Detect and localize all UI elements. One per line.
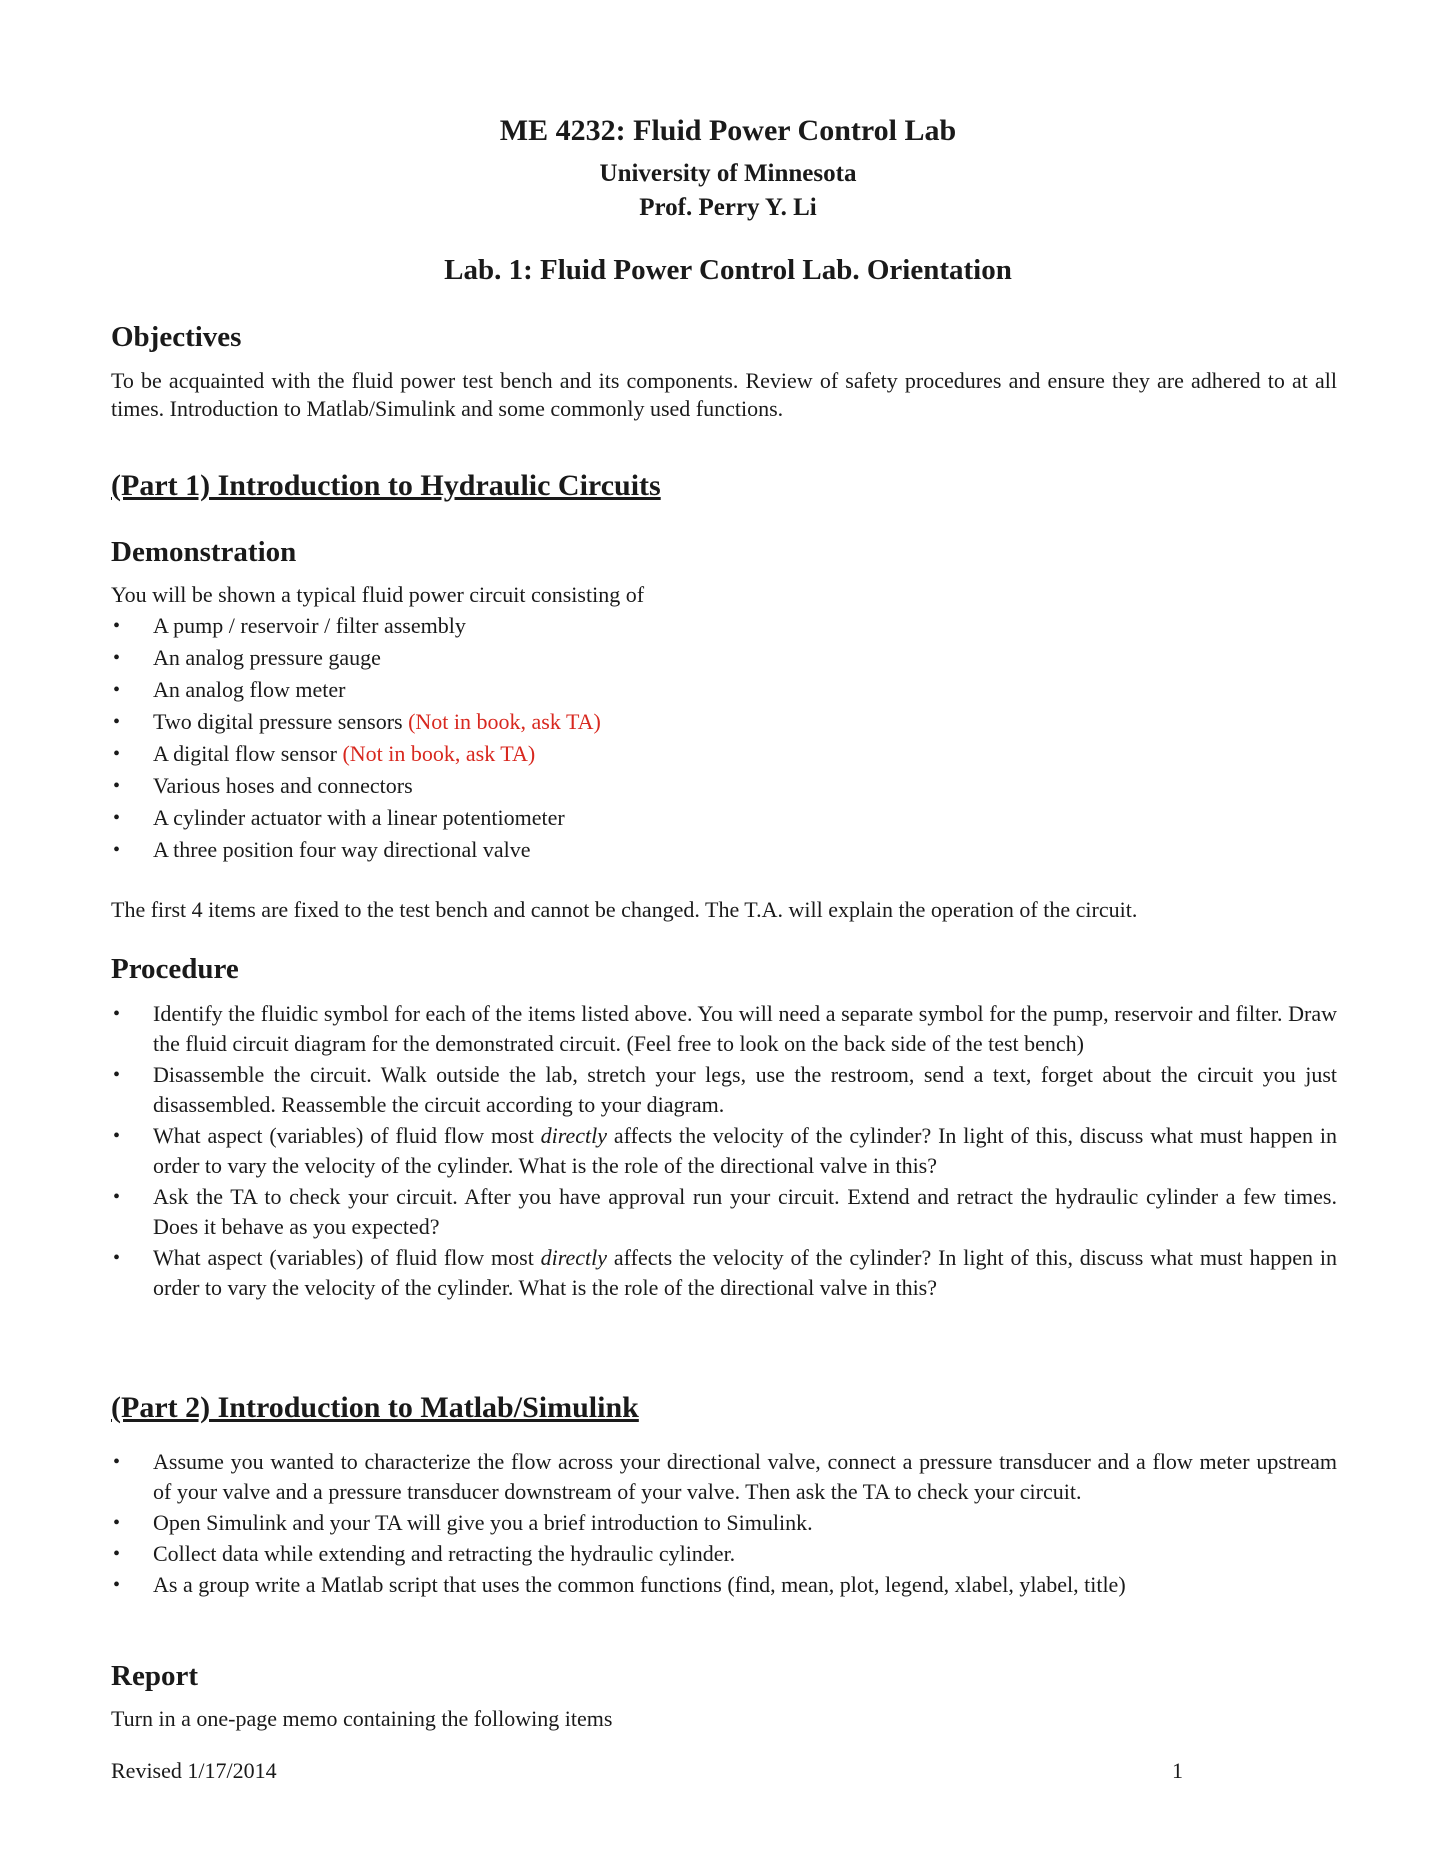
item-text: Assume you wanted to characterize the flow across your directional valve, connect a pressure transducer and a flow meter upstream of your valve and a pressure transducer downstream of your valve. Then ask the TA to check your circuit.	[153, 1449, 1337, 1504]
list-item	[111, 1570, 1337, 1600]
bullet-icon: •	[113, 1186, 121, 1208]
report-heading: Report	[111, 1660, 198, 1692]
list-item	[111, 802, 1337, 834]
bullet-icon: •	[113, 807, 121, 829]
list-item	[111, 738, 1337, 770]
lab-title: Lab. 1: Fluid Power Control Lab. Orientation	[444, 254, 1012, 286]
list-item	[111, 1508, 1337, 1538]
item-text: A digital flow sensor	[153, 741, 343, 766]
list-item	[111, 770, 1337, 802]
report-text: Turn in a one-page memo containing the following items	[111, 1706, 613, 1731]
bullet-icon: •	[113, 647, 121, 669]
demonstration-closing: The first 4 items are fixed to the test bench and cannot be changed. The T.A. will explain the operation of the circuit.	[111, 897, 1138, 922]
bullet-icon: •	[113, 711, 121, 733]
bullet-icon: •	[113, 839, 121, 861]
university-name: University of Minnesota	[599, 160, 857, 187]
bullet-icon: •	[113, 775, 121, 797]
item-text: What aspect (variables) of fluid flow most	[153, 1245, 541, 1270]
item-text: Collect data while extending and retracting the hydraulic cylinder.	[153, 1541, 736, 1566]
list-item	[111, 1060, 1337, 1120]
item-emphasis: directly	[540, 1245, 608, 1270]
revision-date: Revised 1/17/2014	[111, 1758, 277, 1783]
list-item	[111, 610, 1337, 642]
objectives-text: To be acquainted with the fluid power test bench and its components. Review of safety procedures and ensure they are adhered to at all times. Introduction to Matlab/Simulink and some commonly used functions.	[111, 368, 1337, 421]
item-text: As a group write a Matlab script that uses the common functions (find, mean, plot, legend, xlabel, ylabel, title)	[153, 1572, 1126, 1597]
item-text: Open Simulink and your TA will give you a brief introduction to Simulink.	[153, 1510, 813, 1535]
bullet-icon: •	[113, 1451, 121, 1473]
list-item	[111, 1447, 1337, 1507]
item-text-cont: affects the velocity of the cylinder? In light of this, discuss what must happen in order to vary the velocity of the cylinder. What is the role of the directional valve in this?	[153, 1245, 1337, 1300]
list-item	[111, 1121, 1337, 1181]
course-title: ME 4232: Fluid Power Control Lab	[499, 114, 957, 147]
part2-list	[111, 1447, 1337, 1601]
bullet-icon: •	[113, 743, 121, 765]
bullet-icon: •	[113, 1064, 121, 1086]
bullet-icon: •	[113, 1574, 121, 1596]
bullet-icon: •	[113, 1125, 121, 1147]
bullet-icon: •	[113, 1543, 121, 1565]
list-item	[111, 1182, 1337, 1242]
item-note: (Not in book, ask TA)	[408, 709, 601, 734]
list-item	[111, 674, 1337, 706]
item-text: A three position four way directional valve	[153, 837, 531, 862]
part2-heading: (Part 2) Introduction to Matlab/Simulink	[111, 1391, 639, 1424]
page-number: 1	[1172, 1758, 1183, 1783]
procedure-heading: Procedure	[111, 953, 239, 985]
item-text-cont: affects the velocity of the cylinder? In light of this, discuss what must happen in order to vary the velocity of the cylinder. What is the role of the directional valve in this?	[153, 1123, 1337, 1178]
item-text: A pump / reservoir / filter assembly	[153, 613, 466, 638]
demonstration-heading: Demonstration	[111, 536, 297, 568]
list-item	[111, 1539, 1337, 1569]
item-text: An analog pressure gauge	[153, 645, 381, 670]
item-text: What aspect (variables) of fluid flow most	[153, 1123, 541, 1148]
item-text: Two digital pressure sensors	[153, 709, 409, 734]
professor-name: Prof. Perry Y. Li	[639, 194, 817, 221]
item-text: An analog flow meter	[153, 677, 346, 702]
part1-heading: (Part 1) Introduction to Hydraulic Circuits	[111, 469, 661, 502]
list-item	[111, 999, 1337, 1059]
procedure-list	[111, 999, 1337, 1304]
item-text: Identify the fluidic symbol for each of the items listed above. You will need a separate symbol for the pump, reservoir and filter. Draw the fluid circuit diagram for the demonstrated circuit. (Feel free to look on the back side of the test bench)	[153, 1001, 1337, 1056]
bullet-icon: •	[113, 1512, 121, 1534]
item-emphasis: directly	[540, 1123, 608, 1148]
list-item	[111, 642, 1337, 674]
item-text: Disassemble the circuit. Walk outside the lab, stretch your legs, use the restroom, send a text, forget about the circuit you just disassembled. Reassemble the circuit according to your diagram.	[153, 1062, 1337, 1117]
list-item	[111, 1243, 1337, 1303]
demonstration-list	[111, 610, 1337, 866]
item-text: Ask the TA to check your circuit. After you have approval run your circuit. Extend and retract the hydraulic cylinder a few times. Does it behave as you expected?	[153, 1184, 1337, 1239]
list-item	[111, 834, 1337, 866]
bullet-icon: •	[113, 615, 121, 637]
bullet-icon: •	[113, 1247, 121, 1269]
item-note: (Not in book, ask TA)	[342, 741, 536, 766]
list-item	[111, 706, 1337, 738]
item-text: A cylinder actuator with a linear potentiometer	[153, 805, 565, 830]
objectives-heading: Objectives	[111, 321, 242, 353]
bullet-icon: •	[113, 1003, 121, 1025]
bullet-icon: •	[113, 679, 121, 701]
demonstration-intro: You will be shown a typical fluid power circuit consisting of	[111, 582, 645, 607]
item-text: Various hoses and connectors	[153, 773, 413, 798]
